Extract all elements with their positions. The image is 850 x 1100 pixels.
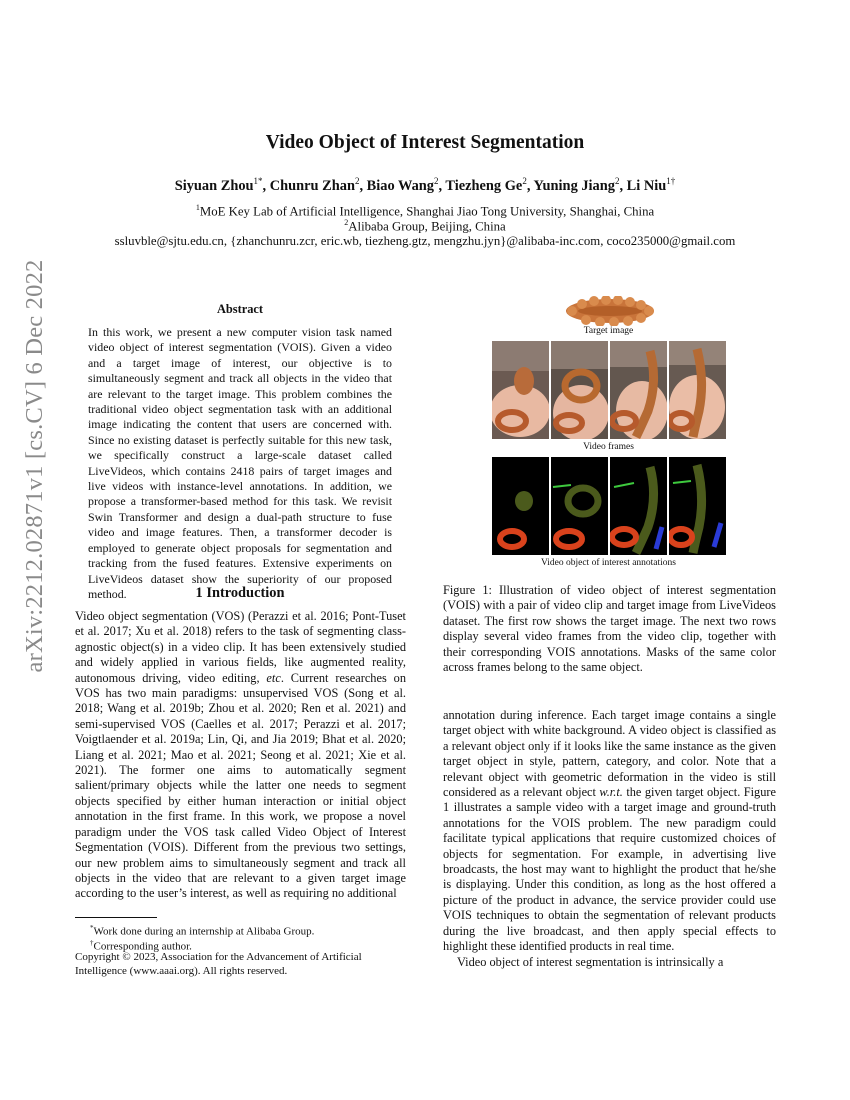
abstract-heading: Abstract bbox=[216, 302, 264, 316]
intro-text-cont: . Current researches on VOS has two main paradigms: unsupervised VOS (Song et al. 2018; Wang et al. 2019b; Zhou et al. 2020; Ren et al. 2021) and semi-supervised VOS (Caelles et al. 2017; Perazzi et al. 2017; Voigtlaender et al. 2019a; Lin, Qi, and Jia 2019; Bhat et al. 2020; Liang et al. 2021; Mao et al. 2021; Seong et al. 2021; Xie et al. 2021). The former one aims to automatically segment salient/primary objects while the latter one needs to segment objects specified by either human interaction or initial object annotation in the first frame. In this work, we propose a novel paradigm under the VOS task called Video Object of Interest Segmentation (VOIS). Different from the previous two settings, our new problem aims to simultaneously segment and track all objects in the video that are relevant to a given target image according to the user’s interest, as well as requiring no additional bbox=[75, 670, 406, 901]
annotation-mask bbox=[610, 457, 667, 555]
target-image bbox=[564, 296, 656, 326]
label-video-frames: Video frames bbox=[583, 442, 634, 452]
footnote-text: Work done during an internship at Alibaba Group. bbox=[93, 925, 315, 938]
author-list: Siyuan Zhou$^{1*}$, Chunru Zhan$^2$, Biao Wang$^2$, Tiezheng Ge$^2$, Yuning Jiang$^2$, Li Niu$^{1\dagger}$ bbox=[174, 176, 676, 194]
intro-etc: etc bbox=[266, 670, 281, 685]
annotation-mask bbox=[669, 457, 726, 555]
video-frame bbox=[610, 341, 667, 439]
figure-1 bbox=[492, 296, 725, 571]
affil-text: Alibaba Group, Beijing, China bbox=[348, 219, 506, 234]
video-frame bbox=[492, 341, 549, 439]
affiliation-1 bbox=[0, 203, 850, 219]
author-name: Biao Wang bbox=[366, 177, 434, 194]
affil-mark: 2 bbox=[344, 218, 349, 227]
annotation-mask bbox=[551, 457, 608, 555]
footnote-text: Corresponding author. bbox=[93, 940, 192, 953]
author-affil-mark: 2 bbox=[522, 176, 527, 186]
video-frame bbox=[669, 341, 726, 439]
section-heading-introduction: 1 Introduction bbox=[195, 585, 285, 601]
copyright-notice: Copyright © 2023, Association for the Advancement of Artificial Intelligence (www.aaai.org). All rights reserved. bbox=[75, 951, 362, 977]
annotation-mask bbox=[492, 457, 549, 555]
author-emails: ssluvble@sjtu.edu.cn, {zhanchunru.zcr, eric.wb, tiezheng.gtz, mengzhu.jyn}@alibaba-inc.com, coco235000@gmail.com bbox=[114, 234, 736, 248]
author-name: Siyuan Zhou bbox=[174, 177, 254, 194]
author-affil-mark: 1† bbox=[666, 176, 676, 186]
body-text: annotation during inference. Each target image contains a single target object with white background. A video object is classified as a relevant object only if it looks like the same instance as the given target object in style, pattern, category, and color. Note that a relevant object with geometric deformation in the video is still considered as a relevant object bbox=[443, 708, 776, 800]
label-target-image: Target image bbox=[583, 326, 634, 336]
author-affil-mark: 1* bbox=[253, 176, 263, 186]
author-name: Chunru Zhan bbox=[269, 177, 355, 194]
right-column-body bbox=[443, 708, 776, 970]
affiliation-2 bbox=[0, 218, 850, 234]
footnote-mark: † bbox=[90, 939, 94, 947]
introduction-paragraph bbox=[75, 609, 406, 902]
arxiv-id-text: arXiv:2212.02871v1 [cs.CV] 6 Dec 2022 bbox=[21, 259, 48, 673]
video-frame bbox=[551, 341, 608, 439]
author-name: Li Niu bbox=[626, 177, 667, 194]
affil-text: MoE Key Lab of Artificial Intelligence, Shanghai Jiao Tong University, Shanghai, China bbox=[199, 204, 655, 219]
body-wrt: w.r.t. bbox=[599, 785, 623, 800]
footnote-mark: * bbox=[90, 924, 94, 932]
footnote-rule bbox=[75, 917, 157, 918]
author-affil-mark: 2 bbox=[354, 176, 360, 186]
abstract-body: In this work, we present a new computer vision task named video object of interest segmentation (VOIS). Given a video and a target image of interest, our objective is to simultaneously segment and track all objects in the video that are relevant to the target image. This problem combines the traditional video object segmentation task with an additional image indicating the content that users are concerned with. Since no existing dataset is perfectly suitable for this new task, we specifically construct a large-scale dataset called LiveVideos, which contains 2418 pairs of target images and live videos with instance-level annotations. In addition, we propose a transformer-based method for this task. We revisit Swin Transformer and design a dual-path structure to fuse video and image features. Then, a transformer decoder is employed to generate object proposals for segmentation and tracking from the fused features. Extensive experiments on LiveVideos dataset show the superiority of our proposed method. bbox=[88, 325, 392, 601]
intro-text: Video object segmentation (VOS) (Perazzi et al. 2016; Pont-Tuset et al. 2017; Xu et al. 2018) refers to the task of segmenting class-agnostic object(s) in a video clip. It has been extensively studied and widely applied in various fields, like augmented reality, autonomous driving, video editing, bbox=[75, 609, 406, 685]
figure-caption: Figure 1: Illustration of video object of interest segmentation (VOIS) with a pair of video clip and target image from LiveVideos dataset. The first row shows the target image. The next two rows display several video frames from the video clip, together with their corresponding VOIS annotations. Masks of the same color across frames belong to the same object. bbox=[443, 583, 776, 675]
author-name: Tiezheng Ge bbox=[445, 177, 523, 194]
paper-title: Video Object of Interest Segmentation bbox=[265, 132, 585, 153]
author-affil-mark: 2 bbox=[433, 176, 439, 186]
body-paragraph-2: Video object of interest segmentation is intrinsically a bbox=[457, 954, 724, 969]
author-name: Yuning Jiang bbox=[533, 177, 615, 194]
label-annotations: Video object of interest annotations bbox=[540, 558, 677, 568]
arxiv-identifier bbox=[12, 259, 58, 673]
affil-mark: 1 bbox=[195, 203, 200, 212]
author-affil-mark: 2 bbox=[614, 176, 620, 186]
body-text-cont: the given target object. Figure 1 illustrates a sample video with a target image and ground-truth annotations for the VOIS problem. The new paradigm could facilitate typical applications that require customized choices of objects for segmentation. For example, in advertising live broadcasts, the host may want to highlight the product that he/she is displaying. Under this condition, as long as the host offered a picture of the product in advance, the service provider could use VOIS techniques to obtain the segmentation of relevant products during the live broadcast, and then apply special effects to highlight these identified products in real time. bbox=[443, 785, 776, 954]
